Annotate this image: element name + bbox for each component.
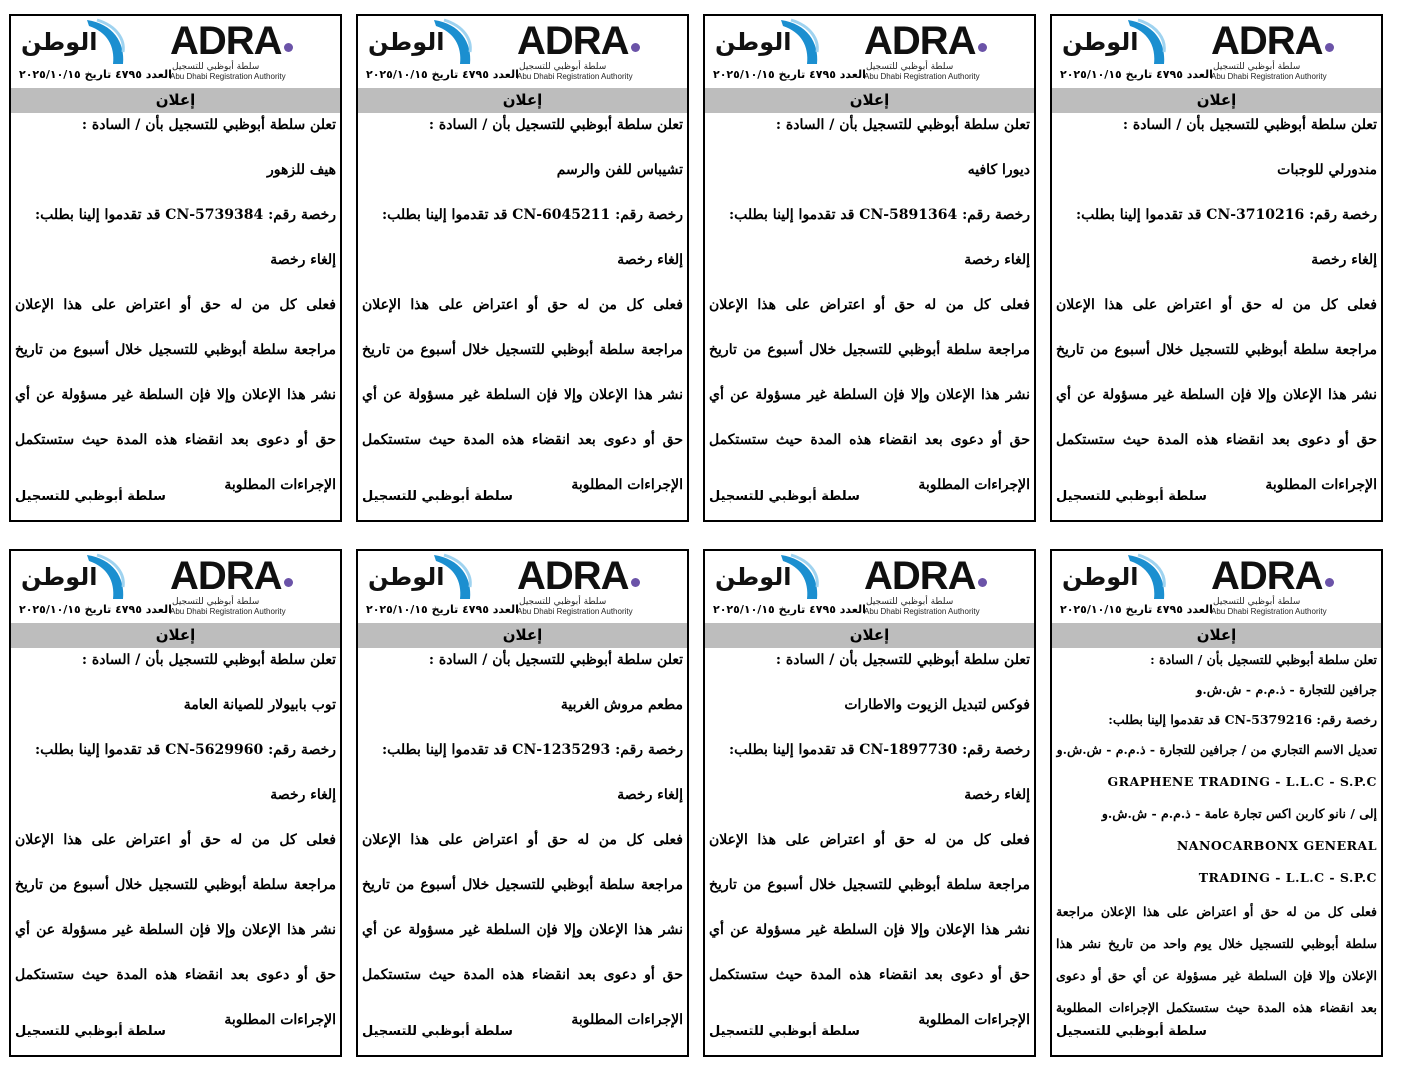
license-number: CN-5629960 <box>165 742 264 758</box>
notice-line-2: مراجعة سلطة أبوظبي للتسجيل خلال أسبوع من تاريخ <box>15 877 336 893</box>
notice-line-4: حق أو دعوى بعد انقضاء هذه المدة حيث ستستكمل <box>15 432 336 448</box>
adra-arabic-name: سلطة أبوظبي للتسجيل <box>519 62 607 72</box>
latin-new-name-2: TRADING - L.L.C - S.P.C <box>1198 870 1377 885</box>
adra-arabic-name: سلطة أبوظبي للتسجيل <box>1213 597 1301 607</box>
license-label: رخصة رقم: <box>615 207 683 223</box>
company-name: ديورا كافيه <box>967 162 1030 178</box>
latin-old-name: GRAPHENE TRADING - L.L.C - S.P.C <box>1107 774 1377 789</box>
notice-line-2: مراجعة سلطة أبوظبي للتسجيل خلال أسبوع من تاريخ <box>709 342 1030 358</box>
license-number: CN-6045211 <box>512 207 611 223</box>
announcement-bar: إعلان <box>1052 88 1381 113</box>
issue-info: العدد ٤٧٩٥ تاريخ ٢٠٢٥/١٠/١٥ <box>19 68 172 81</box>
notice-line-1: فعلى كل من له حق أو اعتراض على هذا الإعلان <box>709 297 1030 313</box>
issue-info: العدد ٤٧٩٥ تاريخ ٢٠٢٥/١٠/١٥ <box>1060 68 1213 81</box>
license-line <box>709 207 1030 223</box>
issue-info: العدد ٤٧٩٥ تاريخ ٢٠٢٥/١٠/١٥ <box>1060 603 1213 616</box>
notice-line-4: حق أو دعوى بعد انقضاء هذه المدة حيث ستستكمل <box>1056 432 1377 448</box>
notice-line-2: مراجعة سلطة أبوظبي للتسجيل خلال أسبوع من تاريخ <box>1056 342 1377 358</box>
notice-line-5: الإجراءات المطلوبة <box>224 1012 336 1028</box>
adra-logo <box>1211 20 1371 82</box>
ad-header <box>1052 551 1381 623</box>
notice-line-5: الإجراءات المطلوبة <box>1265 477 1377 493</box>
intro-text: تعلن سلطة أبوظبي للتسجيل بأن / السادة : <box>1122 117 1377 133</box>
announcement-body <box>1052 113 1381 507</box>
license-suffix: قد تقدموا إلينا بطلب: <box>729 742 855 758</box>
ad-header <box>1052 16 1381 88</box>
announcement-card <box>356 549 689 1057</box>
adra-dot-icon <box>284 578 293 587</box>
announcement-bar: إعلان <box>11 623 340 648</box>
adra-wordmark: ADRA <box>517 554 629 598</box>
ads-row-bottom <box>0 549 1402 1061</box>
notice-line-3: نشر هذا الإعلان وإلا فإن السلطة غير مسؤولة عن أي <box>362 387 683 403</box>
adra-logo <box>517 555 677 617</box>
notice-line-3: نشر هذا الإعلان وإلا فإن السلطة غير مسؤولة عن أي <box>1056 387 1377 403</box>
notice-line-4: حق أو دعوى بعد انقضاء هذه المدة حيث ستستكمل <box>15 967 336 983</box>
notice-line-4: حق أو دعوى بعد انقضاء هذه المدة حيث ستستكمل <box>709 432 1030 448</box>
announcement-body <box>1052 648 1381 1042</box>
ad-header <box>358 551 687 623</box>
change-from-text: تعديل الاسم التجاري من / جرافين للتجارة - ذ.م.م - ش.ش.و <box>1056 742 1377 757</box>
issue-info: العدد ٤٧٩٥ تاريخ ٢٠٢٥/١٠/١٥ <box>713 603 866 616</box>
notice-line-2: مراجعة سلطة أبوظبي للتسجيل خلال أسبوع من تاريخ <box>362 342 683 358</box>
intro-text: تعلن سلطة أبوظبي للتسجيل بأن / السادة : <box>428 652 683 668</box>
adra-logo <box>170 20 330 82</box>
intro-text: تعلن سلطة أبوظبي للتسجيل بأن / السادة : <box>1150 652 1377 667</box>
notice-line-3: نشر هذا الإعلان وإلا فإن السلطة غير مسؤولة عن أي <box>15 922 336 938</box>
newspaper-name: الوطن <box>368 28 445 56</box>
adra-english-name: Abu Dhabi Registration Authority <box>517 607 633 616</box>
announcement-body <box>358 648 687 1042</box>
announcement-bar: إعلان <box>705 88 1034 113</box>
newspaper-name: الوطن <box>368 563 445 591</box>
request-type: إلغاء رخصة <box>270 252 336 268</box>
newspaper-name: الوطن <box>21 563 98 591</box>
adra-logo <box>864 20 1024 82</box>
newspaper-name: الوطن <box>1062 28 1139 56</box>
adra-english-name: Abu Dhabi Registration Authority <box>1211 607 1327 616</box>
intro-text: تعلن سلطة أبوظبي للتسجيل بأن / السادة : <box>775 652 1030 668</box>
license-suffix: قد تقدموا إلينا بطلب: <box>729 207 855 223</box>
ad-header <box>11 16 340 88</box>
alwatan-logo <box>17 18 127 66</box>
intro-text: تعلن سلطة أبوظبي للتسجيل بأن / السادة : <box>81 117 336 133</box>
ad-header <box>11 551 340 623</box>
intro-text: تعلن سلطة أبوظبي للتسجيل بأن / السادة : <box>428 117 683 133</box>
ad-header <box>358 16 687 88</box>
adra-dot-icon <box>1325 43 1334 52</box>
adra-wordmark: ADRA <box>864 19 976 63</box>
announcement-bar: إعلان <box>11 88 340 113</box>
adra-dot-icon <box>284 43 293 52</box>
alwatan-logo <box>711 18 821 66</box>
license-suffix: قد تقدموا إلينا بطلب: <box>35 207 161 223</box>
adra-english-name: Abu Dhabi Registration Authority <box>170 72 286 81</box>
notice-line-3: نشر هذا الإعلان وإلا فإن السلطة غير مسؤولة عن أي <box>15 387 336 403</box>
announcement-body <box>705 113 1034 507</box>
signature: سلطة أبوظبي للتسجيل <box>709 489 860 504</box>
notice-line-1: فعلى كل من له حق أو اعتراض على هذا الإعلان <box>362 297 683 313</box>
company-name: مندورلي للوجبات <box>1277 162 1377 178</box>
notice-line-4: حق أو دعوى بعد انقضاء هذه المدة حيث ستستكمل <box>709 967 1030 983</box>
license-number: CN-5891364 <box>859 207 958 223</box>
adra-dot-icon <box>631 43 640 52</box>
change-to-text: إلى / نانو كاربن اكس تجارة عامة - ذ.م.م - ش.ش.و <box>1101 806 1377 821</box>
license-number: CN-5739384 <box>165 207 264 223</box>
signature: سلطة أبوظبي للتسجيل <box>709 1024 860 1039</box>
adra-logo <box>170 555 330 617</box>
signature: سلطة أبوظبي للتسجيل <box>15 489 166 504</box>
adra-wordmark: ADRA <box>864 554 976 598</box>
adra-dot-icon <box>1325 578 1334 587</box>
alwatan-logo <box>17 553 127 601</box>
adra-logo <box>1211 555 1371 617</box>
announcement-bar: إعلان <box>1052 623 1381 648</box>
notice-line-3: الإعلان وإلا فإن السلطة غير مسؤولة عن أي حق أو دعوى <box>1056 968 1377 983</box>
notice-line-1: فعلى كل من له حق أو اعتراض على هذا الإعلان <box>362 832 683 848</box>
company-name: هيف للزهور <box>267 162 336 178</box>
company-name: توب بابيولار للصيانة العامة <box>183 697 336 713</box>
signature: سلطة أبوظبي للتسجيل <box>15 1024 166 1039</box>
notice-line-2: مراجعة سلطة أبوظبي للتسجيل خلال أسبوع من تاريخ <box>362 877 683 893</box>
license-suffix: قد تقدموا إلينا بطلب: <box>382 207 508 223</box>
adra-english-name: Abu Dhabi Registration Authority <box>170 607 286 616</box>
notice-line-2: مراجعة سلطة أبوظبي للتسجيل خلال أسبوع من تاريخ <box>709 877 1030 893</box>
notice-line-1: فعلى كل من له حق أو اعتراض على هذا الإعلان <box>15 832 336 848</box>
adra-arabic-name: سلطة أبوظبي للتسجيل <box>172 597 260 607</box>
license-line <box>15 207 336 223</box>
license-number: CN-5379216 <box>1224 712 1313 727</box>
announcement-body <box>358 113 687 507</box>
ad-header <box>705 551 1034 623</box>
ad-header <box>705 16 1034 88</box>
notice-line-3: نشر هذا الإعلان وإلا فإن السلطة غير مسؤولة عن أي <box>709 387 1030 403</box>
announcement-bar: إعلان <box>358 623 687 648</box>
adra-english-name: Abu Dhabi Registration Authority <box>1211 72 1327 81</box>
signature: سلطة أبوظبي للتسجيل <box>1056 489 1207 504</box>
announcement-card-name-change <box>1050 549 1383 1057</box>
request-type: إلغاء رخصة <box>1311 252 1377 268</box>
announcement-bar: إعلان <box>705 623 1034 648</box>
notice-line-1: فعلى كل من له حق أو اعتراض على هذا الإعلان مراجعة <box>1056 904 1377 919</box>
license-line <box>15 742 336 758</box>
announcement-card <box>1050 14 1383 522</box>
issue-info: العدد ٤٧٩٥ تاريخ ٢٠٢٥/١٠/١٥ <box>713 68 866 81</box>
license-label: رخصة رقم: <box>268 742 336 758</box>
notice-line-5: الإجراءات المطلوبة <box>918 477 1030 493</box>
alwatan-logo <box>1058 553 1168 601</box>
signature: سلطة أبوظبي للتسجيل <box>1056 1024 1207 1039</box>
newspaper-name: الوطن <box>715 28 792 56</box>
license-suffix: قد تقدموا إلينا بطلب: <box>1108 712 1221 727</box>
signature: سلطة أبوظبي للتسجيل <box>362 489 513 504</box>
newspaper-name: الوطن <box>1062 563 1139 591</box>
request-type: إلغاء رخصة <box>270 787 336 803</box>
license-line <box>362 207 683 223</box>
adra-arabic-name: سلطة أبوظبي للتسجيل <box>519 597 607 607</box>
notice-line-3: نشر هذا الإعلان وإلا فإن السلطة غير مسؤولة عن أي <box>362 922 683 938</box>
company-name: مطعم مروش الغربية <box>560 697 683 713</box>
adra-arabic-name: سلطة أبوظبي للتسجيل <box>1213 62 1301 72</box>
license-suffix: قد تقدموا إلينا بطلب: <box>35 742 161 758</box>
company-name: تشيباس للفن والرسم <box>556 162 683 178</box>
alwatan-logo <box>364 553 474 601</box>
newspaper-name: الوطن <box>715 563 792 591</box>
notice-line-4: حق أو دعوى بعد انقضاء هذه المدة حيث ستستكمل <box>362 967 683 983</box>
notice-line-5: الإجراءات المطلوبة <box>224 477 336 493</box>
license-suffix: قد تقدموا إلينا بطلب: <box>382 742 508 758</box>
ads-row-top <box>0 14 1402 526</box>
license-line <box>1056 207 1377 223</box>
alwatan-logo <box>364 18 474 66</box>
announcement-card <box>9 549 342 1057</box>
alwatan-logo <box>1058 18 1168 66</box>
notice-line-2: مراجعة سلطة أبوظبي للتسجيل خلال أسبوع من تاريخ <box>15 342 336 358</box>
adra-wordmark: ADRA <box>1211 554 1323 598</box>
announcement-body <box>11 648 340 1042</box>
issue-info: العدد ٤٧٩٥ تاريخ ٢٠٢٥/١٠/١٥ <box>366 603 519 616</box>
license-label: رخصة رقم: <box>1309 207 1377 223</box>
adra-dot-icon <box>631 578 640 587</box>
license-label: رخصة رقم: <box>962 742 1030 758</box>
notice-line-3: نشر هذا الإعلان وإلا فإن السلطة غير مسؤولة عن أي <box>709 922 1030 938</box>
adra-wordmark: ADRA <box>1211 19 1323 63</box>
license-label: رخصة رقم: <box>268 207 336 223</box>
request-type: إلغاء رخصة <box>964 252 1030 268</box>
announcement-body <box>705 648 1034 1042</box>
license-number: CN-1897730 <box>859 742 958 758</box>
alwatan-logo <box>711 553 821 601</box>
license-number: CN-3710216 <box>1206 207 1305 223</box>
adra-dot-icon <box>978 578 987 587</box>
license-label: رخصة رقم: <box>615 742 683 758</box>
announcement-card <box>9 14 342 522</box>
adra-arabic-name: سلطة أبوظبي للتسجيل <box>866 62 954 72</box>
adra-wordmark: ADRA <box>170 19 282 63</box>
request-type: إلغاء رخصة <box>964 787 1030 803</box>
announcement-bar: إعلان <box>358 88 687 113</box>
notice-line-1: فعلى كل من له حق أو اعتراض على هذا الإعلان <box>709 832 1030 848</box>
adra-dot-icon <box>978 43 987 52</box>
issue-info: العدد ٤٧٩٥ تاريخ ٢٠٢٥/١٠/١٥ <box>366 68 519 81</box>
adra-arabic-name: سلطة أبوظبي للتسجيل <box>172 62 260 72</box>
license-line <box>709 742 1030 758</box>
adra-logo <box>864 555 1024 617</box>
adra-wordmark: ADRA <box>517 19 629 63</box>
license-line <box>1056 712 1377 727</box>
adra-english-name: Abu Dhabi Registration Authority <box>517 72 633 81</box>
intro-text: تعلن سلطة أبوظبي للتسجيل بأن / السادة : <box>775 117 1030 133</box>
notice-line-5: الإجراءات المطلوبة <box>571 1012 683 1028</box>
intro-text: تعلن سلطة أبوظبي للتسجيل بأن / السادة : <box>81 652 336 668</box>
notice-line-5: الإجراءات المطلوبة <box>571 477 683 493</box>
adra-english-name: Abu Dhabi Registration Authority <box>864 72 980 81</box>
license-suffix: قد تقدموا إلينا بطلب: <box>1076 207 1202 223</box>
notice-line-4: بعد انقضاء هذه المدة حيث ستستكمل الإجراءات المطلوبة <box>1056 1000 1377 1015</box>
announcement-body <box>11 113 340 507</box>
newspaper-name: الوطن <box>21 28 98 56</box>
notice-line-1: فعلى كل من له حق أو اعتراض على هذا الإعلان <box>15 297 336 313</box>
company-name: فوكس لتبديل الزيوت والاطارات <box>844 697 1030 713</box>
adra-wordmark: ADRA <box>170 554 282 598</box>
issue-info: العدد ٤٧٩٥ تاريخ ٢٠٢٥/١٠/١٥ <box>19 603 172 616</box>
adra-arabic-name: سلطة أبوظبي للتسجيل <box>866 597 954 607</box>
notice-line-4: حق أو دعوى بعد انقضاء هذه المدة حيث ستستكمل <box>362 432 683 448</box>
company-name: جرافين للتجارة - ذ.م.م - ش.ش.و <box>1196 682 1377 697</box>
latin-new-name-1: NANOCARBONX GENERAL <box>1176 838 1377 853</box>
announcement-card <box>703 14 1036 522</box>
license-number: CN-1235293 <box>512 742 611 758</box>
notice-line-1: فعلى كل من له حق أو اعتراض على هذا الإعلان <box>1056 297 1377 313</box>
announcement-card <box>356 14 689 522</box>
adra-english-name: Abu Dhabi Registration Authority <box>864 607 980 616</box>
request-type: إلغاء رخصة <box>617 787 683 803</box>
adra-logo <box>517 20 677 82</box>
request-type: إلغاء رخصة <box>617 252 683 268</box>
license-line <box>362 742 683 758</box>
signature: سلطة أبوظبي للتسجيل <box>362 1024 513 1039</box>
announcement-card <box>703 549 1036 1057</box>
license-label: رخصة رقم: <box>1316 712 1377 727</box>
notice-line-5: الإجراءات المطلوبة <box>918 1012 1030 1028</box>
notice-line-2: سلطة أبوظبي للتسجيل خلال يوم واحد من تاريخ نشر هذا <box>1056 936 1377 951</box>
license-label: رخصة رقم: <box>962 207 1030 223</box>
